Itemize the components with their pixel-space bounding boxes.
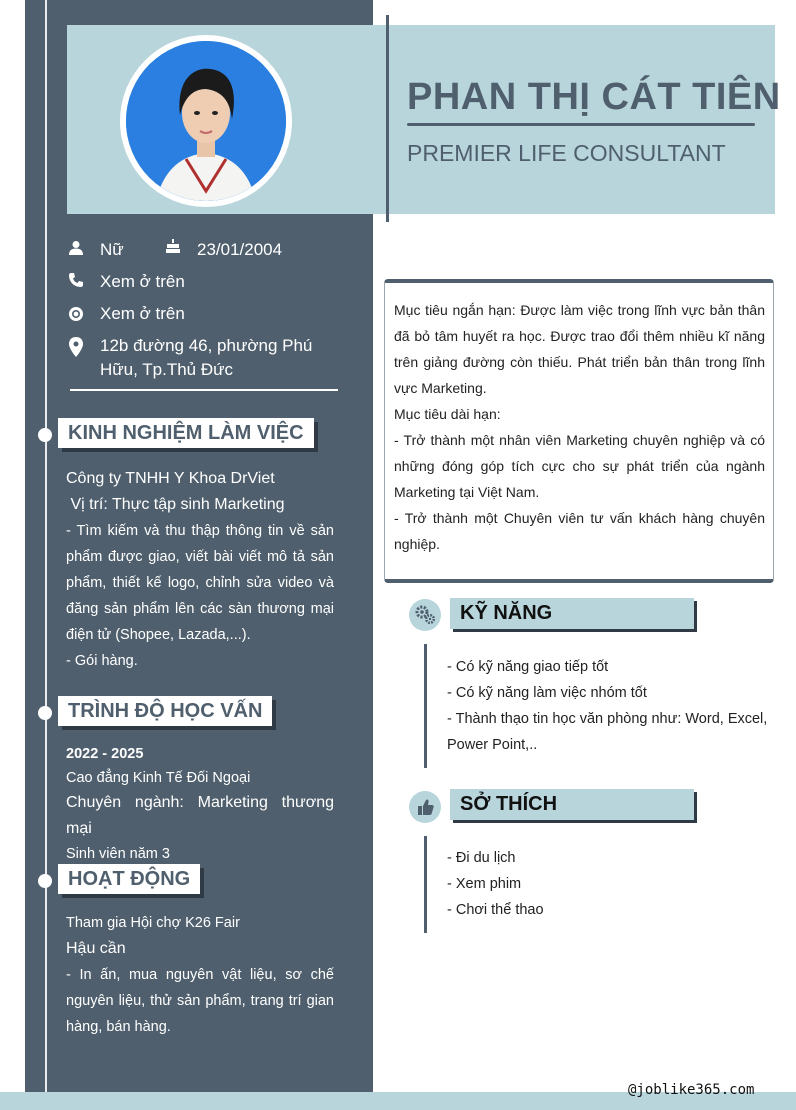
education-major: Chuyên ngành: Marketing thương mại xyxy=(66,794,334,837)
experience-content xyxy=(66,466,334,674)
activities-heading: HOẠT ĐỘNG xyxy=(58,864,200,894)
hobbies-icon-circle xyxy=(409,791,441,823)
birthday-cake-icon xyxy=(165,238,181,254)
objective-long: - Trở thành một nhân viên Marketing chuyên nghiệp và có những đóng góp tích cực cho sự phát triển của ngành Marketing tại Việt Nam. xyxy=(394,432,765,500)
list-item: - Có kỹ năng làm việc nhóm tốt xyxy=(447,685,647,701)
thumbs-up-icon xyxy=(409,791,441,823)
candidate-name: PHAN THỊ CÁT TIÊN xyxy=(407,76,781,118)
watermark: @joblike365.com xyxy=(628,1082,755,1098)
phone-text: Xem ở trên xyxy=(100,272,185,291)
objective-long: - Trở thành một Chuyên viên tư vấn khách hàng chuyên nghiệp. xyxy=(394,510,765,552)
education-school: Cao đẳng Kinh Tế Đối Ngoại xyxy=(66,770,251,786)
gender-text: Nữ xyxy=(100,240,124,259)
objective-short: Mục tiêu ngắn hạn: Được làm việc trong lĩnh vực bản thân đã bỏ tâm huyết ra học. Được trao đổi thêm nhiều kĩ năng trên giảng đường còn thiếu. Phát triển bản thân trong lĩnh vực Marketing. xyxy=(394,302,765,396)
objective-content xyxy=(394,297,765,557)
contact-divider xyxy=(70,389,338,391)
objective-long-label: Mục tiêu dài hạn: xyxy=(394,406,501,422)
skills-line xyxy=(424,644,427,768)
education-content xyxy=(66,742,334,866)
hobbies-heading: SỞ THÍCH xyxy=(450,789,694,820)
name-underline xyxy=(407,123,755,126)
experience-desc: - Gói hàng. xyxy=(66,653,138,669)
list-item: - Xem phim xyxy=(447,876,522,892)
list-item: - Chơi thể thao xyxy=(447,902,544,918)
timeline-dot xyxy=(38,874,52,888)
list-item: - Thành thạo tin học văn phòng như: Word, Excel, Power Point,.. xyxy=(447,711,768,753)
experience-company: Công ty TNHH Y Khoa DrViet xyxy=(66,470,275,487)
skills-list xyxy=(447,654,777,758)
gears-icon xyxy=(409,599,441,631)
education-years: 2022 - 2025 xyxy=(66,746,144,762)
avatar-portrait xyxy=(126,41,286,201)
education-heading: TRÌNH ĐỘ HỌC VẤN xyxy=(58,696,272,726)
job-title: PREMIER LIFE CONSULTANT xyxy=(407,140,726,166)
timeline-dot xyxy=(38,706,52,720)
address-text: 12b đường 46, phường Phú Hữu, Tp.Thủ Đức xyxy=(100,336,313,379)
location-pin-icon xyxy=(68,337,84,357)
experience-position: Vị trí: Thực tập sinh Marketing xyxy=(66,496,285,513)
header-divider xyxy=(386,15,389,222)
experience-heading: KINH NGHIỆM LÀM VIỆC xyxy=(58,418,314,448)
person-icon xyxy=(68,240,84,256)
hobbies-line xyxy=(424,836,427,933)
education-status: Sinh viên năm 3 xyxy=(66,846,170,862)
skills-icon-circle xyxy=(409,599,441,631)
timeline-dot xyxy=(38,428,52,442)
list-item: - Có kỹ năng giao tiếp tốt xyxy=(447,659,609,675)
birthday-text: 23/01/2004 xyxy=(197,240,283,259)
experience-desc: - Tìm kiếm và thu thập thông tin về sản phẩm được giao, viết bài viết mô tả sản phẩm, thiết kế logo, chỉnh sửa video và đăng sản phẩm lên các sàn thương mại điện tử (Shopee, Lazada,...). xyxy=(66,523,334,643)
avatar xyxy=(126,41,286,201)
activities-role: Hậu cần xyxy=(66,940,126,957)
skills-heading: KỸ NĂNG xyxy=(450,598,694,629)
email-text: Xem ở trên xyxy=(100,304,185,323)
activities-event: Tham gia Hội chợ K26 Fair xyxy=(66,915,240,931)
list-item: - Đi du lịch xyxy=(447,850,516,866)
timeline-line xyxy=(45,0,47,1110)
email-icon xyxy=(68,306,84,322)
activities-content xyxy=(66,910,334,1040)
activities-desc: - In ấn, mua nguyên vật liệu, sơ chế nguyên liệu, thử sản phẩm, trang trí gian hàng, bán hàng. xyxy=(66,967,334,1035)
phone-icon xyxy=(68,272,84,288)
hobbies-list xyxy=(447,845,777,923)
